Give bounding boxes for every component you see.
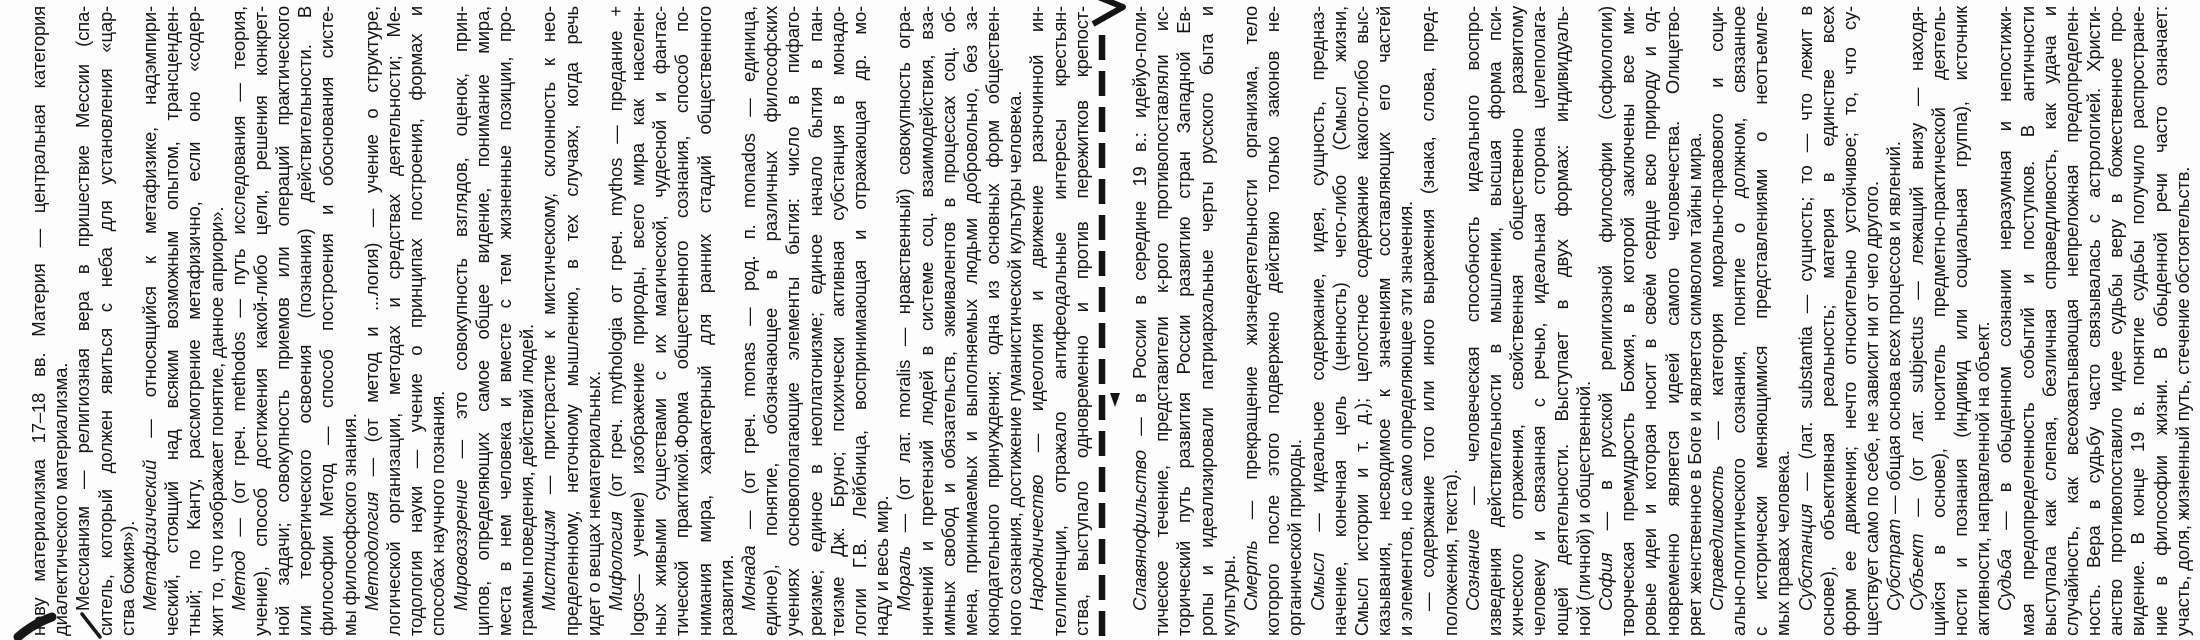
- text-line: торический путь развития России развитию стран Западной Ев-: [1173, 6, 1195, 636]
- text-line: ства божия»).: [116, 520, 138, 636]
- text-line: реизме; единое в неоплатонизме; единое начало бытия в пан-: [804, 6, 826, 636]
- line-text: (от греч. mythologia от греч. mythos — предание +: [604, 6, 626, 512]
- text-line: форм ее движения; нечто относительно устойчивое; то, что су-: [1839, 6, 1860, 636]
- line-text: — в русской религиозной философии (софиологии): [1594, 6, 1616, 553]
- text-line: имных свобод и обязательств, эквивалентов в процессах соц. об-: [937, 6, 959, 636]
- text-line: ческий, стоящий над всяким возможным опытом, трансценден-: [161, 6, 183, 636]
- text-line: видение. В конце 19 в. понятие судьбы получило распростране-: [2127, 6, 2149, 636]
- text-line: случайность, как всеохватывающая непреложная предопределен-: [2060, 6, 2082, 636]
- text-line: способах научного познания.: [427, 390, 449, 636]
- text-line: теллигенции, отражало антифеодальные интересы крестьян-: [1048, 6, 1070, 636]
- text-line: ществует само по себе, не зависит ни от чего другого.: [1861, 181, 1883, 636]
- text-line: или теоретического освоения (познания) действительности. В: [294, 6, 316, 636]
- text-line: новременно является идеей самого человечества. Олицетво-: [1661, 6, 1683, 636]
- line-text: — категория морально-правового и соци-: [1705, 6, 1727, 466]
- small-arrowhead-mark: [1110, 393, 1120, 407]
- text-line: тодология науки — учение о принципах построения, формах и: [405, 6, 427, 636]
- text-line: учение), способ достижения какой-либо цели, решения конкрет-: [249, 6, 271, 636]
- text-line: изведения действительности в мышлении, высшая форма пси-: [1484, 6, 1505, 636]
- line-text: — идеология и движение разночинной ин-: [1026, 6, 1048, 475]
- headword: Мифология: [604, 511, 626, 611]
- text-line: [450, 6, 472, 636]
- headword: Славянофильство: [1129, 450, 1150, 611]
- line-text: — (от греч. monas — род. п. monados — единица,: [738, 6, 759, 546]
- text-line: философии Метод — способ построения и обоснования систе-: [316, 6, 338, 636]
- text-line: начение, конечная цель (ценность) чего-либо (Смысл жизни,: [1328, 6, 1350, 636]
- separator-row: [1093, 6, 1129, 636]
- line-text: — в обыденном сознании неразумная и непостижи-: [1994, 6, 2016, 550]
- text-line: ципов, определяющих самое общее видение, понимание мира,: [471, 6, 493, 636]
- line-text: — (от метод и ...логия) — учение о структуре,: [360, 6, 382, 493]
- text-line: конодательного принуждения; одна из основных форм обществен-: [982, 6, 1004, 636]
- text-line: [893, 6, 915, 636]
- text-line: — содержание того или иного выражения (знака, слова, пред-: [1417, 6, 1439, 611]
- headword: Мистицизм: [538, 510, 560, 611]
- text-line: ной задачи; совокупность приемов или операций практического: [272, 6, 294, 636]
- text-line: ного сознания, достижение гуманистической культуры человека.: [1004, 90, 1026, 636]
- text-line: [738, 6, 760, 636]
- line-text: — (лат. substantia — сущность; то — что лежит в: [1794, 6, 1816, 505]
- line-text: — человеческая способность идеального воспро-: [1461, 6, 1483, 530]
- line-text: — (от лат. moralis — нравственный) совокупность огра-: [893, 6, 915, 546]
- text-line: наду и весь мир.: [871, 495, 893, 636]
- headword: Методология: [360, 492, 382, 611]
- text-line: теизме Дж. Бруно; психически активная субстанция в монадо-: [826, 6, 848, 636]
- text-line: тической практикой.Форма общественного сознания, способ по-: [671, 6, 693, 636]
- text-line: мых правах человека.: [1772, 450, 1794, 636]
- text-line: ально-политического сознания, понятие о должном, связанное: [1728, 6, 1750, 636]
- text-line: ности и познания (индивид или социальная группа), источник: [1949, 6, 1971, 636]
- text-line: с исторически меняющимися представлениями о неотъемле-: [1750, 6, 1772, 636]
- headword: Мировоззрение: [449, 479, 471, 611]
- text-line: участь, доля, жизненный путь, стечение обстоятельств.: [2171, 166, 2193, 636]
- text-line: мы философского знания.: [338, 413, 360, 636]
- text-line: logos— учение) изображение природы, всего мира как населен-: [627, 6, 649, 636]
- line-text: — общая основа всех процессов и явлений.: [1883, 141, 1905, 519]
- text-line: казывания, несводимое к значениям составляющих его частей: [1373, 6, 1395, 636]
- text-line: Мессианизм — религиозная вера в пришествие Мессии (спа-: [72, 6, 94, 611]
- text-line: мена, принимаемых и выполняемых людьми добровольно, без за-: [959, 6, 981, 636]
- text-line: выступала как слепая, безличная справедливость, как удача и: [2038, 6, 2060, 636]
- headword: Народничество: [1026, 474, 1048, 611]
- text-line: Смысл истории и т. д.); целостное содержание какого-либо выс-: [1350, 6, 1372, 636]
- text-line: диалектического материализма.: [50, 362, 72, 636]
- text-line: анство противопоставило идее судьбы веру в божественное про-: [2105, 6, 2127, 636]
- text-line: активности, направленной на объект.: [1972, 321, 1994, 636]
- text-line: [1026, 6, 1048, 636]
- text-line: [1307, 6, 1329, 636]
- text-line: тическое течение, представители к-рого противопоставляли ис-: [1151, 6, 1173, 636]
- text-line: ность. Вера в судьбу часто связывалась с астрологией. Христи-: [2083, 6, 2105, 636]
- headword: Метафизический: [138, 459, 160, 611]
- headword: Сознание: [1461, 529, 1483, 611]
- headword: Смысл: [1306, 552, 1328, 611]
- line-text: — относящийся к метафизике, надэмпири-: [138, 6, 160, 460]
- text-line: культуры.: [1217, 555, 1239, 636]
- text-line: места в нем человека и вместе с тем жизненные позиции, про-: [493, 6, 515, 636]
- text-line: [1595, 6, 1617, 636]
- headword: Смерть: [1239, 540, 1261, 611]
- line-text: — (от греч. methodos — путь исследования — теория,: [227, 6, 249, 551]
- text-line: [538, 6, 560, 636]
- text-line: человеку и связанная с речью, идеальная сторона целеполага-: [1528, 6, 1550, 636]
- text-line: [605, 6, 627, 636]
- line-text: — идеальное содержание, идея, сущность, предназ-: [1306, 6, 1328, 553]
- text-line: ровые идеи и которая носит в своём сердце всю природу и од-: [1639, 6, 1661, 636]
- text-line: мая предопределенность событий и поступков. В античности: [2016, 6, 2038, 636]
- text-line: логической организации, методах и средствах деятельности; Ме-: [383, 6, 404, 636]
- text-line: нимания мира, характерный для ранних стадий общественного: [693, 6, 715, 636]
- text-line: [1240, 6, 1262, 636]
- text-line: [1129, 6, 1151, 636]
- text-line: [1462, 6, 1484, 636]
- text-line: щийся в основе), носитель предметно-практической деятель-: [1927, 6, 1949, 636]
- hand-drawn-dashed-arrow: [1093, 0, 1129, 636]
- text-line: тный; по Канту, рассмотрение метафизично, если оно «содер-: [183, 6, 205, 636]
- text-line: положения, текста).: [1439, 469, 1461, 636]
- headword: Субъект: [1905, 533, 1927, 611]
- headword: Субстанция: [1794, 504, 1816, 611]
- headword: Справедливость: [1705, 465, 1727, 611]
- text-line: идет о вещах нематериальных.: [582, 371, 604, 636]
- text-line: жит то, что изображает понятие, данное априори».: [205, 206, 227, 636]
- headword: Субстрат: [1883, 518, 1905, 611]
- text-line: основе), объективная реальность; материя в единстве всех: [1816, 6, 1838, 636]
- text-line: ной (личной) и общественной.: [1572, 381, 1594, 636]
- text-line: ных живыми существами с их магической, чудесной и фантас-: [649, 6, 671, 636]
- text-line: органической природы.: [1284, 439, 1306, 636]
- text-line: развития.: [715, 554, 737, 636]
- text-line: [1795, 6, 1817, 636]
- headword: Монада: [738, 545, 759, 611]
- text-line: [139, 6, 161, 636]
- text-line: ние в философии жизни. В обыденной речи часто означает:: [2149, 6, 2171, 636]
- line-text: — пристрастие к мистическому, склонность к нео-: [538, 6, 560, 511]
- headword: Метод: [227, 550, 249, 611]
- text-line: [1883, 6, 1905, 636]
- line-text: — это совокупность взглядов, оценок, прин-: [449, 6, 471, 480]
- text-line: хического отражения, свойственная общественно развитому: [1506, 6, 1528, 636]
- text-line: граммы поведения, действий людей.: [516, 324, 538, 636]
- text-line: пределенному, неточному мышлению, в тех случаях, когда речь: [560, 6, 582, 636]
- headword: Мораль: [893, 545, 915, 611]
- text-line: [361, 6, 383, 636]
- text-line: [1994, 6, 2016, 636]
- line-text: — в России в середине 19 в.: идейуо-поли-: [1129, 6, 1150, 451]
- text-line: [1706, 6, 1728, 636]
- text-line: нову материализма 17–18 вв. Материя — центральная категория: [28, 6, 49, 636]
- text-line: единое), понятие, обозначающее в различных философских: [760, 6, 782, 636]
- text-line: [228, 6, 250, 636]
- text-line: ства, выступало одновременно и против пережитков крепост-: [1070, 6, 1092, 636]
- text-line: ющей деятельности. Выступает в двух формах: индивидуаль-: [1550, 6, 1572, 636]
- text-line: ситель, который должен явиться с неба для установления «цар-: [94, 6, 116, 636]
- text-line: ничений и претензий людей в системе соц. взаимодействия, вза-: [915, 6, 937, 636]
- headword: София: [1594, 552, 1616, 611]
- text-line: которого после этого подвержено действию только законов не-: [1262, 6, 1284, 636]
- text-line: и элементов, но само определяющее эти значения.: [1395, 201, 1417, 636]
- line-text: — прекращение жизнедеятельности организма, тело: [1239, 6, 1261, 541]
- text-line: ропы и идеализировали патриархальные черты русского быта и: [1195, 6, 1217, 636]
- text-line: ряет женственное в Боге и является символом тайны мира.: [1683, 132, 1705, 636]
- text-line: [1906, 6, 1928, 636]
- text-line: творческая премудрость Божия, в которой заключены все ми-: [1617, 6, 1639, 636]
- headword: Судьба: [1994, 549, 2016, 611]
- text-line: учениях основополагающие элементы бытия: число в пифаго-: [782, 6, 804, 636]
- line-text: — (от лат. subjectus — лежащий внизу — находя-: [1905, 6, 1927, 534]
- text-line: логии Г.В. Лейбница, воспринимающая и отражающая др. мо-: [848, 6, 870, 636]
